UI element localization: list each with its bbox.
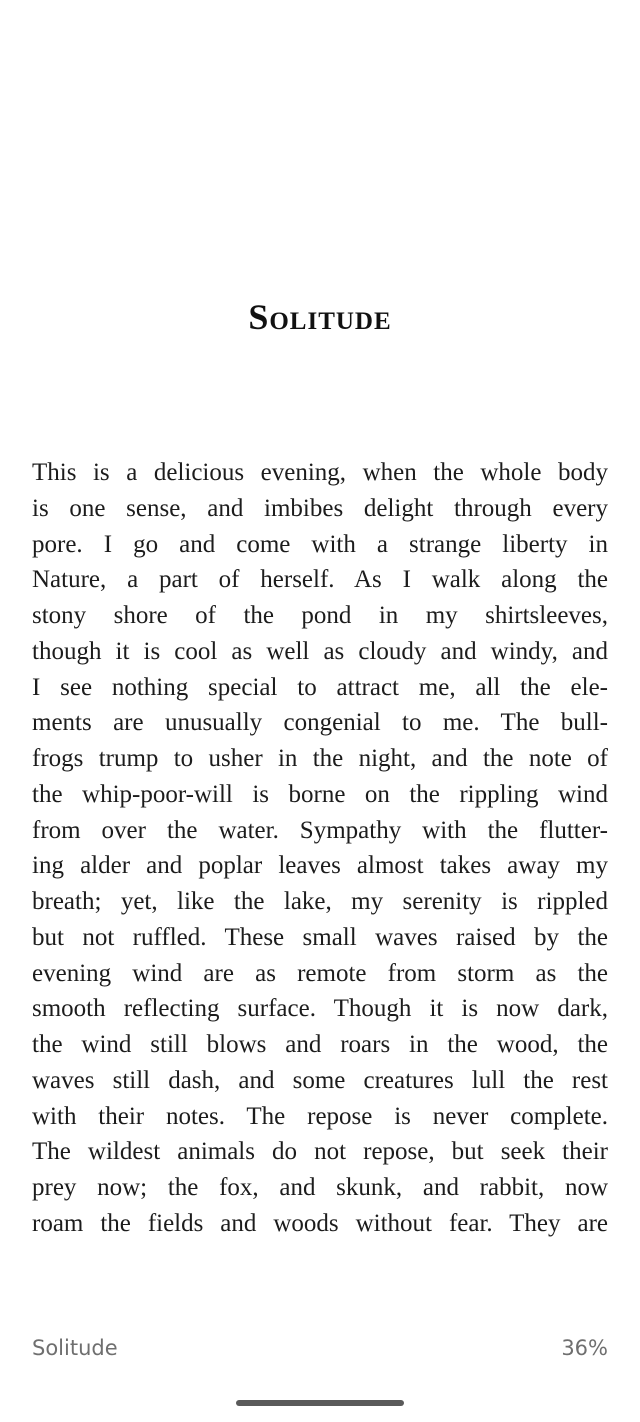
text-line: breath; yet, like the lake, my serenity is rippled [32,888,608,915]
text-line: stony shore of the pond in my shirtsleeves, [32,602,608,629]
text-line: ments are unusually congenial to me. The bull- [32,709,608,737]
text-line: roam the fields and woods without fear. They are [32,1209,608,1237]
text-line: the wind still blows and roars in the wood, the [32,1031,608,1058]
text-line: frogs trump to usher in the night, and the note of [32,745,608,772]
chapter-title: Solitude [248,297,392,337]
chapter-body-text [32,455,608,1242]
text-line: but not ruffled. These small waves raised by the [32,923,608,951]
text-line: ing alder and poplar leaves almost takes away my [32,852,608,880]
text-line: though it is cool as well as cloudy and windy, and [32,637,608,665]
text-line: Nature, a part of herself. As I walk along the [32,566,608,594]
text-line: I see nothing special to attract me, all the ele- [32,673,608,701]
reader-footer [32,1336,608,1366]
footer-chapter-name: Solitude [32,1336,118,1360]
text-line: is one sense, and imbibes delight through every [32,494,608,522]
text-line: evening wind are as remote from storm as the [32,959,608,987]
text-line: smooth reflecting surface. Though it is now dark, [32,995,608,1023]
reading-progress-percent: 36% [561,1336,608,1360]
text-line: pore. I go and come with a strange liberty in [32,530,608,558]
text-line: the whip-poor-will is borne on the rippling wind [32,780,608,808]
text-line: with their notes. The repose is never complete. [32,1102,608,1130]
text-line: This is a delicious evening, when the whole body [32,459,608,486]
home-indicator-bar[interactable] [236,1400,404,1406]
text-line: waves still dash, and some creatures lull the rest [32,1066,608,1094]
text-line: The wildest animals do not repose, but seek their [32,1138,608,1166]
text-line: from over the water. Sympathy with the flutter- [32,816,608,844]
text-line: prey now; the fox, and skunk, and rabbit, now [32,1174,608,1201]
